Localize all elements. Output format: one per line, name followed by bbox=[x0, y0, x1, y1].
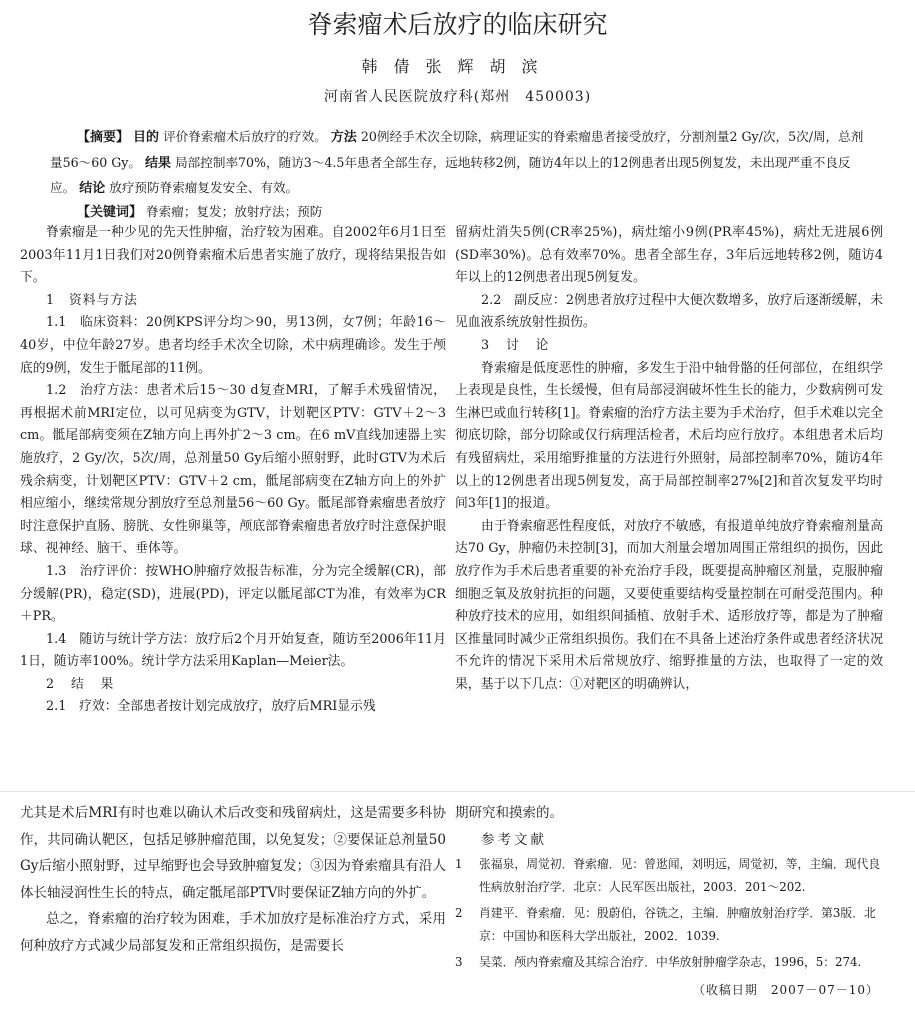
section-heading-discussion: 3 讨 论 bbox=[481, 337, 551, 353]
reference-number: 2 bbox=[455, 906, 463, 920]
paragraph-evaluation: 1.3 治疗评价：按WHO肿瘤疗效报告标准，分为完全缓解(CR)，部分缓解(PR)，稳定(SD)，进展(PD)，评定以骶尾部CT为准，有效率为CR＋PR。 bbox=[20, 563, 446, 625]
paragraph-discussion-cont: 尤其是术后MRI有时也难以确认术后改变和残留病灶，这是需要多科协作，共同确认靶区，包括足够肿瘤范围，以免复发；②要保证总剂量50 Gy后缩小照射野，过早缩野也会导致肿瘤复发；③因为脊索瘤具有沿人体长轴浸润性生长的特点，确定骶尾部PTV时要保证Z轴方向的外扩。 bbox=[20, 805, 446, 901]
reference-text: 张福泉，周觉初．脊索瘤．见：曾逖闻，刘明远，周觉初，等，主编．现代良性病放射治疗学．北京：人民军医出版社，2003．201～202. bbox=[479, 857, 881, 894]
reference-text: 吴菜．颅内脊索瘤及其综合治疗．中华放射肿瘤学杂志，1996，5：274. bbox=[479, 955, 862, 969]
paragraph-treatment: 1.2 治疗方法：患者术后15～30 d复查MRI，了解手术残留情况，再根据术前MRI定位，以可见病变为GTV，计划靶区PTV：GTV＋2～3 cm。骶尾部病变须在Z轴方向上再外扩2～3 cm。在6 mV直线加速器上实施放疗，2 Gy/次，5次/周，总剂量50 Gy后缩小照射野，此时GTV为术后残余病变，计划靶区PTV：GTV＋2 cm，骶尾部病变在Z轴方向上的外扩相应缩小，继续常规分割放疗至总剂量56～60 Gy。骶尾部脊索瘤患者放疗时注意保护直肠、膀胱、女性卵巢等，颅底部脊索瘤患者放疗时注意保护眼球、视神经、脑干、垂体等。 bbox=[20, 383, 446, 557]
paragraph-conclusion-cont: 期研究和摸索的。 bbox=[455, 805, 563, 821]
reference-item bbox=[455, 902, 883, 948]
left-column-lower bbox=[20, 800, 446, 959]
paragraph-followup: 1.4 随访与统计学方法：放疗后2个月开始复查，随访至2006年11月1日，随访率100%。统计学方法采用Kaplan—Meier法。 bbox=[20, 631, 446, 670]
references-heading: 参考文献 bbox=[481, 831, 547, 848]
received-date: （收稿日期 2007－07－10） bbox=[692, 983, 879, 997]
reference-number: 1 bbox=[455, 857, 463, 871]
result-label: 结果 bbox=[145, 155, 172, 171]
intro-paragraph: 脊索瘤是一种少见的先天性肿瘤，治疗较为困难。自2002年6月1日至2003年11月1日我们对20例脊索瘤术后患者实施了放疗，现将结果报告如下。 bbox=[20, 225, 446, 286]
conclusion-text: 放疗预防脊索瘤复发安全、有效。 bbox=[109, 180, 299, 196]
objective-text: 评价脊索瘤术后放疗的疗效。 bbox=[163, 129, 327, 144]
method-text: 20例经手术次全切除，病理证实的脊索瘤患者接受放疗，分割剂量2 Gy/次，5次/周，总剂量56～60 Gy。 bbox=[50, 129, 864, 170]
keywords bbox=[77, 202, 457, 223]
reference-item bbox=[455, 951, 883, 974]
left-column bbox=[20, 222, 446, 719]
result-text: 局部控制率70%，随访3～4.5年患者全部生存，远地转移2例，随访4年以上的12例患者出现5例复发，未出现严重不良反应。 bbox=[50, 154, 851, 196]
method-label: 方法 bbox=[330, 130, 357, 145]
abstract bbox=[50, 125, 870, 202]
paragraph-efficacy-cont: 留病灶消失5例(CR率25%)，病灶缩小9例(PR率45%)，病灶无进展6例(SD率30%)。总有效率70%。患者全部生存，3年后远地转移2例，随访4年以上的12例患者出现5例复发。 bbox=[455, 225, 883, 286]
reference-list bbox=[455, 853, 883, 974]
objective-label: 目的 bbox=[133, 130, 160, 145]
paper-title: 脊索瘤术后放疗的临床研究 bbox=[307, 10, 608, 39]
page-divider bbox=[0, 791, 915, 792]
reference-item bbox=[455, 853, 883, 899]
section-heading-results: 2 结 果 bbox=[46, 676, 116, 692]
reference-number: 3 bbox=[455, 955, 463, 969]
paragraph-conclusion: 总之，脊索瘤的治疗较为困难，手术加放疗是标准治疗方式，采用何种放疗方式减少局部复发和正常组织损伤，是需要长 bbox=[20, 911, 446, 954]
paragraph-discussion-1: 脊索瘤是低度恶性的肿瘤，多发生于沿中轴骨骼的任何部位，在组织学上表现是良性，生长缓慢，但有局部浸润破坏性生长的能力，少数病例可发生淋巴或血行转移[1]。脊索瘤的治疗方法主要为手术治疗，但手术难以完全彻底切除，部分切除或仅行病理活检者，术后均应行放疗。本组患者术后均有残留病灶，采用缩野推量的方法进行外照射，局部控制率70%，随访4年以上的12例患者出现5例复发，高于局部控制率27%[2]和首次复发平均时间3年[1]的报道。 bbox=[455, 360, 883, 512]
paragraph-clinical-data: 1.1 临床资料：20例KPS评分均＞90，男13例，女7例；年龄16～40岁，中位年龄27岁。患者均经手术次全切除，术中病理确诊。发生于颅底的9例，发生于骶尾部的11例。 bbox=[20, 315, 446, 376]
author-list: 韩倩张辉胡滨 bbox=[361, 57, 554, 76]
right-column-lower bbox=[455, 800, 883, 1004]
affiliation: 河南省人民医院放疗科(郑州 450003) bbox=[323, 89, 592, 105]
paragraph-side-effects: 2.2 副反应：2例患者放疗过程中大便次数增多，放疗后逐渐缓解，未见血液系统放射性损伤。 bbox=[455, 292, 883, 331]
keywords-label: 【关键词】 bbox=[77, 205, 143, 220]
abstract-text bbox=[50, 125, 870, 202]
keywords-text: 脊索瘤；复发；放射疗法；预防 bbox=[146, 204, 323, 219]
conclusion-label: 结论 bbox=[79, 181, 106, 197]
section-heading-methods: 1 资料与方法 bbox=[46, 292, 138, 308]
right-column bbox=[455, 222, 883, 696]
paragraph-efficacy: 2.1 疗效：全部患者按计划完成放疗，放疗后MRI显示残 bbox=[46, 699, 376, 715]
paragraph-discussion-2: 由于脊索瘤恶性程度低，对放疗不敏感，有报道单纯放疗脊索瘤剂量高达70 Gy，肿瘤仍未控制[3]，而加大剂量会增加周围正常组织的损伤，因此放疗作为手术后患者重要的补充治疗手段，既要提高肿瘤区剂量，克服肿瘤细胞乏氧及放射抗拒的问题，又要使重要结构受量控制在可耐受范围内。种种放疗技术的应用，如组织间插植、放射手术、适形放疗等，都是为了肿瘤区推量同时减少正常组织损伤。我们在不具备上述治疗条件或患者经济状况不允许的情况下采用术后常规放疗、缩野推量的方法，也取得了一定的效果，基于以下几点：①对靶区的明确辨认， bbox=[455, 518, 883, 692]
reference-text: 肖建平．脊索瘤．见：殷蔚伯，谷铣之，主编．肿瘤放射治疗学．第3版．北京：中国协和医科大学出版社，2002．1039. bbox=[479, 906, 876, 943]
abstract-label: 【摘要】 bbox=[77, 130, 130, 145]
